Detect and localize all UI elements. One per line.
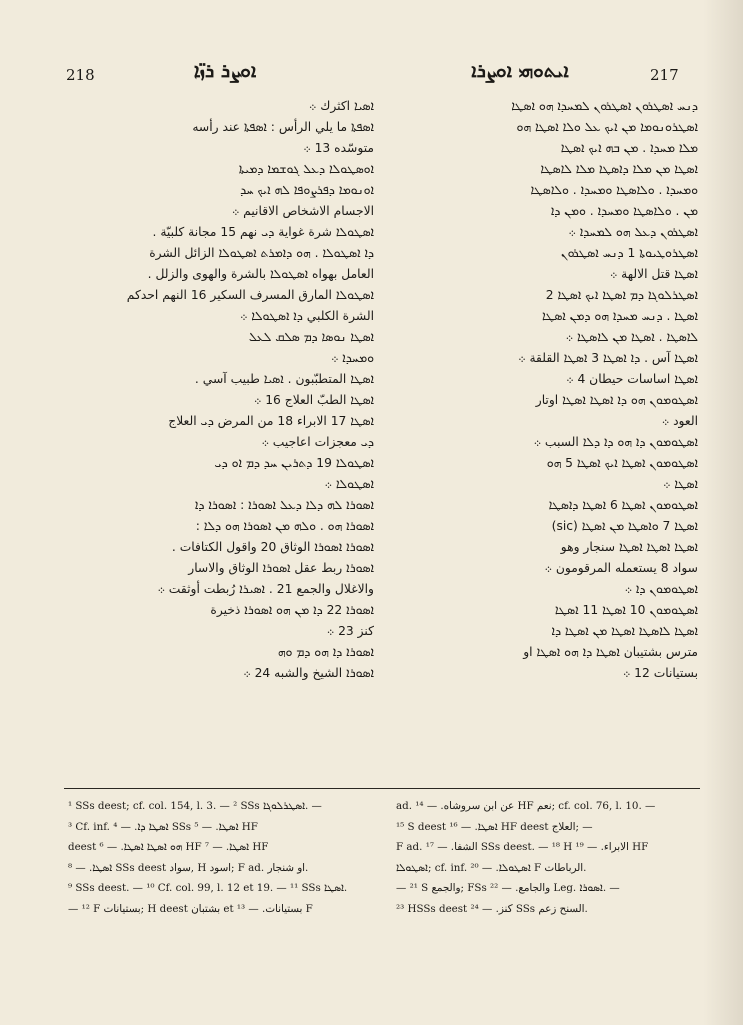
text-line: ܐܣܛܘܠܐ 19 ܕܬܪܝܢ ܚܕ ܕܡ ܐܘ ܕܝ (214, 456, 374, 470)
footnote-line: ⁹ SSs deest. — ¹⁰ Cf. col. 99, l. 12 et 19. — ¹¹ SSs ܐܣܛܐ. (68, 882, 348, 894)
text-line: ܡܢ . ܘܠܐܣܛܐ ܘܡܚܕܐ . ܘܡܢ ܕܐ (550, 204, 698, 218)
text-line: ܘܡܚܕܐ . ܘܠܐܣܛܐ ܘܡܚܕܐ . ܘܠܐܣܛܐ (530, 183, 698, 197)
text-line: ܐܣܛܘܡܘܢ ܕܐ ܀ (624, 582, 698, 596)
text-line: ܐܣܛܐ اساسات حيطان 4 ܀ (566, 372, 698, 386)
text-line: مترس بشتيبان ܐܣܛܐ ܕܐ ܗܘ ܐܣܛܐ او (523, 645, 698, 659)
text-line: ܐܣܛܘܠܐ المارق المسرف السكير 16 النهم احدكم (126, 288, 374, 302)
text-line: سواد 8 يستعمله المرقومون ܀ (544, 561, 698, 575)
text-line: ܐܣܛܐ المتطبّبون . ܐܣܝܐ طبيب آسي . (194, 372, 374, 386)
text-line: ܐܣܛܐ ܐܣܛܐ ܐܣܛܐ سنجار وهو (560, 540, 698, 554)
footnote-divider (64, 788, 700, 789)
text-line: ܐܣܘܪܐ 22 ܕܐ ܡܢ ܗܘ ܐܣܘܪܐ ذخيرة (210, 603, 374, 617)
text-line: ܕܢܚ ܐܣܛܪܘܢ ܐܣܛܪܘܢ ܠܡܚܕܐ ܗܘ ܐܣܛܐ (511, 99, 698, 113)
text-line: ܐܣܛܐ ܀ (662, 477, 698, 491)
text-line: ܐܣܛܪܘܢܘܡܐ ܡܢ ܐܝܟ ܥܠ ܘܠܐ ܐܣܛܐ ܗܘ (516, 120, 698, 134)
text-line: ܐܘܢܘܡܐ ܕܦܪܨܘܦܐ ܠܗ ܐܝܟ ܚܕ (240, 183, 374, 197)
text-line: ܐܣܘܪܐ ܕܐ ܗܘ ܕܡ ܘܗ (277, 645, 374, 659)
footnote-line: — ²¹ S والجمع; FSs والجامع. — ²² Leg. ܐܣܘܪܐ. — (396, 882, 620, 894)
text-line: العامل بهواه ܐܣܛܘܠܐ بالشرة والهوى والزلل . (147, 267, 374, 281)
text-line: ܘܡܚܕܐ ܀ (331, 351, 374, 365)
text-line: العود ܀ (661, 414, 698, 428)
text-line: ܐܣܘܪܐ ܗܘ . ܘܠܗ ܡܢ ܐܣܘܪܐ ܗܘ ܕܠܐ : (195, 519, 374, 533)
footnote-line: ad. عن ابن سروشاه. — ¹⁴ HF نعم; cf. col. 76, l. 10. — (396, 800, 656, 812)
text-line: ܐܣܛܐ 7 ܘܐܣܛܐ ܡܢ ܐܣܛܐ (sic) (551, 519, 698, 533)
text-line: الشرة الكلبي ܕܐ ܐܣܛܘܠܐ ܀ (239, 309, 374, 323)
text-line: ܐܣܛܪܠܘܓܐ ܕܡ ܐܣܛܐ ܐܝܟ ܐܣܛܐ 2 (545, 288, 698, 302)
text-line: ܐܣܛܘܠܐ ܀ (324, 477, 374, 491)
footnote-line: — ¹² F بستيانات; H deest بشتبان et بستيانات. — ¹³ F (68, 902, 313, 915)
right-footnotes (396, 796, 700, 919)
footnote-line: ¹ SSs deest; cf. col. 154, l. 3. — ² SSs ܐܣܛܪܠܘܓܐ. — (68, 800, 322, 812)
text-line: ܐܣܛܐ ܠܐܣܛܐ ܐܣܛܐ ܡܢ ܐܣܛܐ ܕܐ (551, 624, 698, 638)
right-page-number: 217 (650, 66, 679, 84)
left-page-number: 218 (66, 66, 95, 84)
text-line: بستيانات 12 ܀ (622, 666, 698, 680)
text-line: ܐܘܣܛܘܠܐ ܕܥܠ ܓܘܫܡܐ ܕܡܝܬܐ (238, 162, 374, 176)
text-line: ܕܝ معجزات اعاجيب ܀ (261, 435, 374, 449)
text-line: ܐܣܛܘܡܘܢ ܕܐ ܗܘ ܕܐ ܕܠܐ السبب ܀ (533, 435, 698, 449)
text-line: ܐܣܦܬܐ ما يلي الرأس : ܐܣܦܬܐ عند رأسه (192, 120, 374, 134)
text-line: كنز 23 ܀ (326, 624, 374, 638)
page-edge-shadow (703, 0, 743, 1025)
text-line: ܐܣܛܘܡܘܢ ܐܣܛܐ 6 ܐܣܛܐ ܕܐܣܛܐ (548, 498, 698, 512)
text-line: ܐܣܛܪܘܢ ܕܥܠ ܗܘ ܠܡܚܕܐ ܀ (568, 225, 698, 239)
text-line: الاجسام الاشخاص الاقانيم ܀ (231, 204, 374, 218)
text-line: ܠܐܣܛܐ . ܐܣܛܐ ܡܢ ܠܐܣܛܐ ܀ (565, 330, 698, 344)
footnote-line: ܐܣܛܘܠܐ; cf. inf. ܐܣܛܘܠܐ. — ²⁰ F الرباطات. (396, 861, 587, 874)
text-line: متوسّده 13 ܀ (303, 141, 374, 155)
right-running-title: ܐܝܬܘܗܝ ܐܘܨܪܐ (471, 60, 569, 82)
text-line: ܐܣܛܘܡܘܢ 10 ܐܣܛܐ 11 ܐܣܛܐ (554, 603, 698, 617)
text-line: ܐܣܛܐ . ܕܢܚ ܡܚܕܐ ܗܘ ܕܡܢ ܐܣܛܐ (542, 309, 698, 323)
text-line: ܐܣܘܪܐ ܠܗ ܕܠܐ ܕܥܠ ܐܣܘܪܐ : ܐܣܘܪܐ ܕܐ (194, 498, 374, 512)
text-line: ܐܣܛܐ آس . ܕܐ ܐܣܛܐ 3 ܐܣܛܐ القلقة ܀ (518, 351, 698, 365)
text-line: ܐܣܛܐ الطبّ العلاج 16 ܀ (253, 393, 374, 407)
left-text-column (64, 96, 374, 684)
text-line: ܐܣܘܪܐ ܐܣܘܪܐ الوثاق 20 واقول الكتافات . (171, 540, 374, 554)
footnote-line: ²³ HSSs deest كنز. — ²⁴ SSs السنح زعم. (396, 902, 588, 915)
left-running-title: ܐܘܨܪ ܪܙ̈ܐ (193, 60, 257, 82)
text-line: ܐܣܘܪܐ الشيخ والشبه 24 ܀ (243, 666, 374, 680)
text-line: والاغلال والجمع 21 . ܐܣܝܪܐ رُبطت أوثقت ܀ (157, 582, 374, 596)
footnote-line: deest ܗܘ ܐܣܛܐ ܐܣܛܐ. — ⁶ HF ܐܣܛܐ. — ⁷ HF (68, 841, 269, 853)
text-line: ܕܐ ܐܣܛܘܠܐ . ܗܘ ܕܐܡܪܬ ܐܣܛܘܠܐ الزائل الشرة (149, 246, 374, 260)
text-line: ܐܣܛܐ 17 الابراء 18 من المرض ܕܝ العلاج (168, 414, 374, 428)
text-line: ܐܣܛܘܡܘܢ ܗܘ ܕܐ ܐܣܛܐ ܐܣܛܐ اوتار (535, 393, 698, 407)
text-line: ܐܣܛܐ ܢܘܣܐ ܕܡ ܣܠܩ ܠܥܠ (248, 330, 374, 344)
text-line: ܐܣܝܐ اكثرك ܀ (308, 99, 374, 113)
footnote-line: ¹⁵ S deest ܐܣܛܐ. — ¹⁶ HF deest العلاج; — (396, 820, 593, 833)
text-line: ܐܣܘܪܐ ربط عقل ܐܣܘܪܐ الوثاق والاسار (188, 561, 374, 575)
right-text-column (398, 96, 698, 684)
footnote-line: ܐܣܛܐ. — ⁸ SSs deest سواد, H اسود; F ad. او شنجار. (68, 861, 309, 874)
footnote-line: ³ Cf. inf. ܐܣܛܐ ܕܐ. — ⁴ SSs ܐܣܛܐ. — ⁵ HF (68, 820, 258, 833)
text-line: ܐܣܛܘܠܐ شرة غواية ܕܝ نهم 15 مجانة كلبيّة . (152, 225, 374, 239)
text-line: ܐܣܛܪܘܛܝܘܬܐ 1 ܕܢܚ ܐܣܛܪܘܢ (560, 246, 698, 260)
left-footnotes (68, 796, 368, 919)
text-line: ܐܣܛܐ ܡܢ ܡܠܐ ܕܐܣܛܐ ܡܠܐ ܠܐܣܛܐ (540, 162, 698, 176)
footnote-line: F ad. الشفا. — ¹⁷ SSs deest. — ¹⁸ H الابراء. — ¹⁹ HF (396, 841, 649, 853)
text-line: ܐܣܛܘܡܘܢ ܐܣܛܐ ܐܝܟ ܐܣܛܐ 5 ܗܘ (546, 456, 698, 470)
text-line: ܡܠܐ ܡܚܕܐ . ܡܢ ܒܗ ܐܝܟ ܐܣܛܐ (560, 141, 698, 155)
text-line: ܐܣܛܐ قتل الالهة ܀ (609, 267, 698, 281)
